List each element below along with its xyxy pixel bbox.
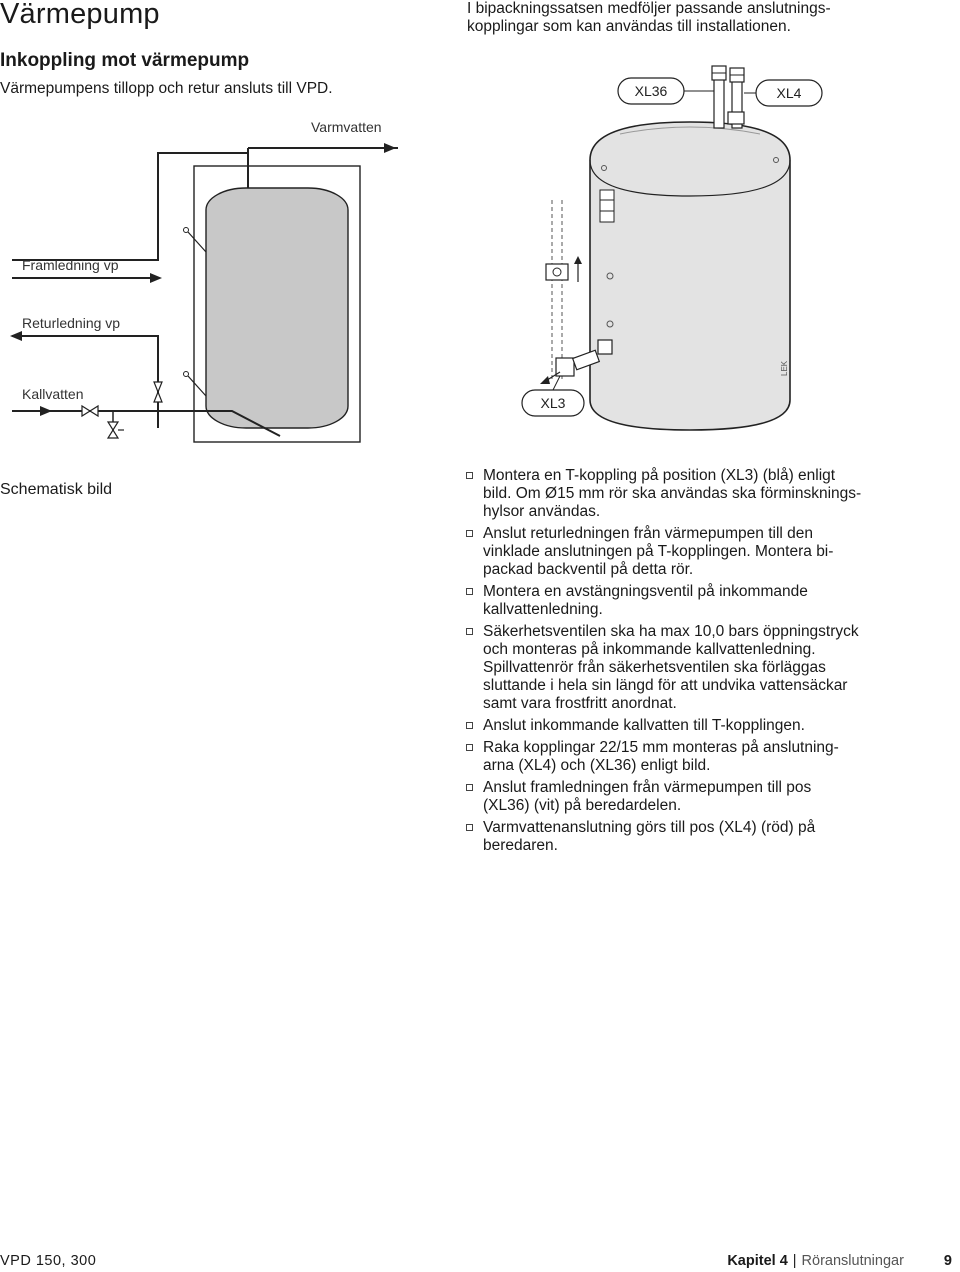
- safety-valve-icon: [108, 422, 118, 430]
- schematic-caption: Schematisk bild: [0, 481, 113, 498]
- arrow-right-icon: [150, 273, 162, 283]
- tank-marking: LEK: [780, 360, 789, 376]
- list-item: Anslut framledningen från värmepumpen till pos (XL36) (vit) på beredardelen.: [466, 779, 896, 815]
- arrow-up-icon: [574, 256, 582, 264]
- arrow-left-icon: [540, 376, 550, 384]
- label-xl36: XL36: [634, 83, 668, 99]
- page-title: Värmepump: [0, 0, 160, 30]
- tank-shape: [206, 188, 348, 428]
- footer-section: Röranslutningar: [801, 1253, 904, 1269]
- arrow-left-icon: [10, 331, 22, 341]
- section-intro: Värmepumpens tillopp och retur ansluts till VPD.: [0, 80, 333, 97]
- product-illustration: [500, 50, 830, 440]
- label-cold-water: Kallvatten: [22, 386, 84, 402]
- list-item: Varmvattenanslutning görs till pos (XL4) (röd) på beredaren.: [466, 819, 896, 855]
- valve-icon: [82, 406, 90, 416]
- list-item: Raka kopplingar 22/15 mm monteras på anslutning- arna (XL4) och (XL36) enligt bild.: [466, 739, 896, 775]
- bullet-square-icon: [466, 530, 473, 537]
- footer-model: VPD 150, 300: [0, 1253, 97, 1269]
- label-xl3: XL3: [540, 395, 566, 411]
- instruction-list: [466, 467, 896, 859]
- label-return-hp: Returledning vp: [22, 315, 121, 331]
- footer-separator: |: [792, 1253, 797, 1269]
- bullet-square-icon: [466, 824, 473, 831]
- kit-description-line: kopplingar som kan användas till installationen.: [467, 18, 791, 35]
- bullet-square-icon: [466, 472, 473, 479]
- bullet-square-icon: [466, 722, 473, 729]
- schematic-diagram: [0, 110, 460, 450]
- kit-description: [467, 0, 887, 36]
- footer-chapter: Kapitel 4: [727, 1253, 788, 1269]
- kit-description-line: I bipackningssatsen medföljer passande anslutnings-: [467, 0, 831, 17]
- list-item: Montera en avstängningsventil på inkommande kallvattenledning.: [466, 583, 896, 619]
- page-number: 9: [943, 1253, 952, 1269]
- list-item: Anslut inkommande kallvatten till T-kopplingen.: [466, 717, 896, 735]
- list-item: Montera en T-koppling på position (XL3) (blå) enligt bild. Om Ø15 mm rör ska användas ska förminsknings- hylsor användas.: [466, 467, 896, 521]
- bullet-square-icon: [466, 784, 473, 791]
- label-hot-water: Varmvatten: [311, 119, 382, 135]
- valve-icon: [546, 264, 568, 280]
- list-item: Säkerhetsventilen ska ha max 10,0 bars öppningstryck och monteras på inkommande kallvattenledning. Spillvattenrör från säkerhetsventilen ska förläggas sluttande i hela sin längd för att undvika vattensäckar samt vara frostfritt anordnat.: [466, 623, 896, 713]
- list-item: Anslut returledningen från värmepumpen till den vinklade anslutningen på T-kopplingen. Montera bi- packad backventil på detta rör.: [466, 525, 896, 579]
- label-supply-hp: Framledning vp: [22, 257, 119, 273]
- tank-body: [590, 122, 790, 430]
- arrow-right-icon: [384, 143, 396, 153]
- arrow-right-icon: [40, 406, 52, 416]
- section-title: Inkoppling mot värmepump: [0, 50, 250, 71]
- footer-chapter-info: [727, 1253, 952, 1269]
- bullet-square-icon: [466, 628, 473, 635]
- label-xl4: XL4: [776, 85, 802, 101]
- bullet-square-icon: [466, 588, 473, 595]
- bullet-square-icon: [466, 744, 473, 751]
